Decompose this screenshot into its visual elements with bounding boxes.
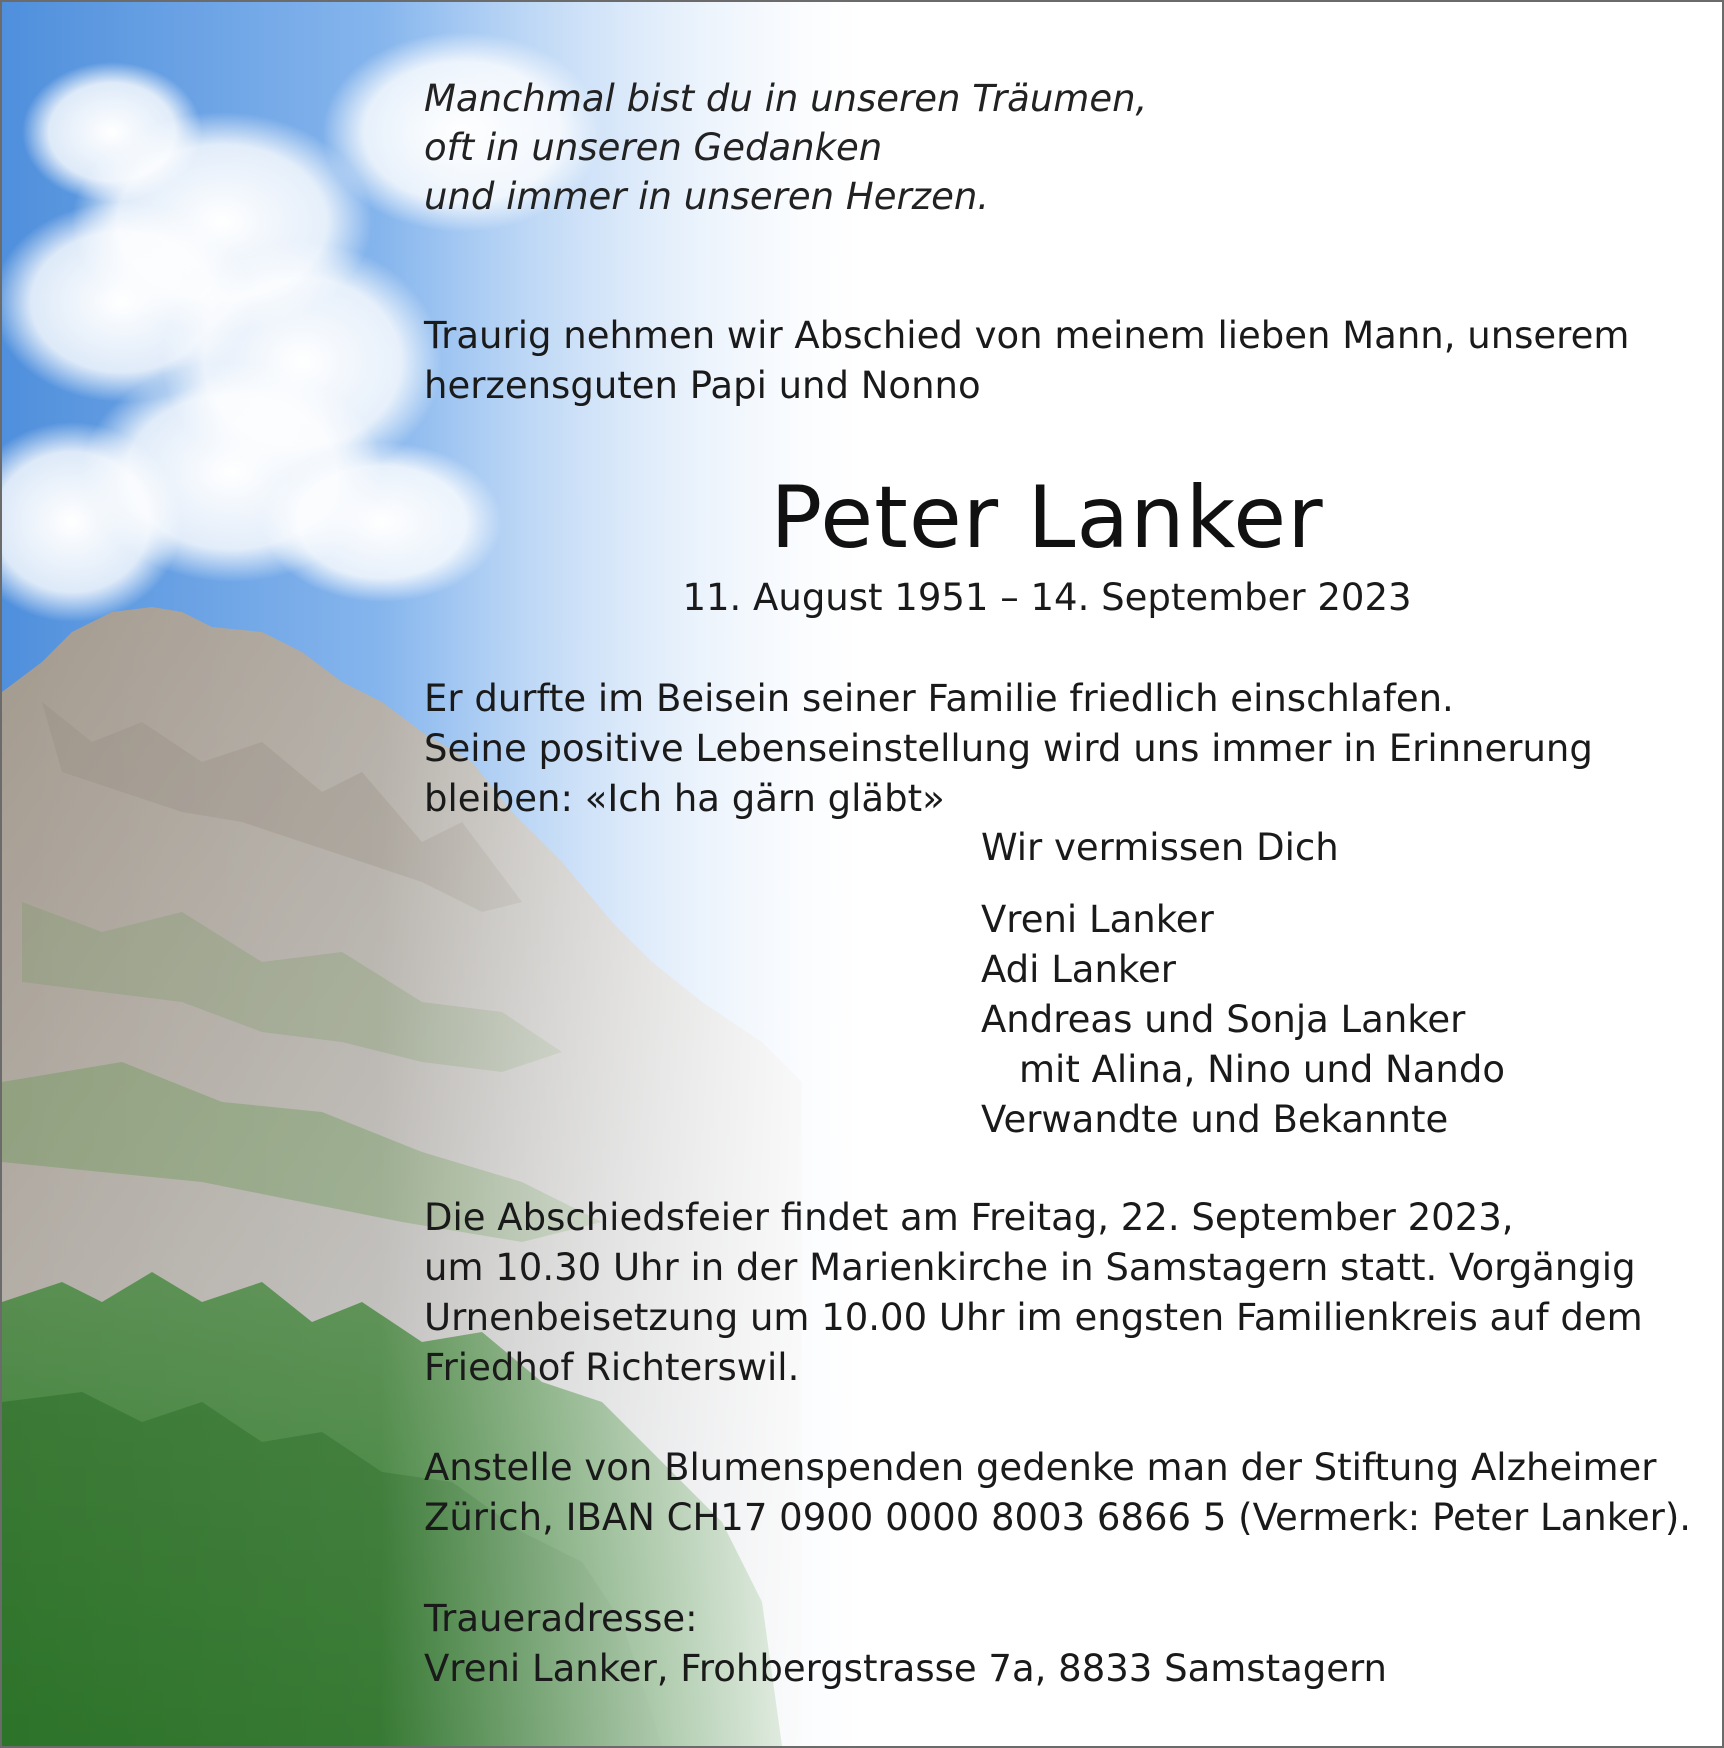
motto-line: Manchmal bist du in unseren Träumen,: [424, 77, 1148, 120]
message-text: [424, 674, 1593, 824]
donation-line: Anstelle von Blumenspenden gedenke man der Stiftung Alzheimer: [424, 1446, 1657, 1489]
donation-line: Zürich, IBAN CH17 0900 0000 8003 6866 5 (Vermerk: Peter Lanker).: [424, 1496, 1692, 1539]
intro-line: Traurig nehmen wir Abschied von meinem lieben Mann, unserem: [424, 314, 1630, 357]
closing-line: Wir vermissen Dich: [981, 826, 1339, 869]
motto-line: oft in unseren Gedanken: [424, 126, 883, 169]
donation-text: [424, 1443, 1691, 1543]
motto-line: und immer in unseren Herzen.: [424, 175, 990, 218]
mourner-name: Verwandte und Bekannte: [981, 1098, 1449, 1141]
mourning-address: [424, 1594, 1387, 1694]
deceased-name: Peter Lanker: [770, 468, 1324, 568]
mourner-name: mit Alina, Nino und Nando: [1019, 1048, 1505, 1091]
message-line: Seine positive Lebenseinstellung wird uns immer in Erinnerung: [424, 727, 1593, 770]
ceremony-line: Die Abschiedsfeier findet am Freitag, 22. September 2023,: [424, 1196, 1514, 1239]
message-line: Er durfte im Beisein seiner Familie friedlich einschlafen.: [424, 677, 1454, 720]
mourners-list: [981, 895, 1505, 1145]
ceremony-line: Friedhof Richterswil.: [424, 1346, 800, 1389]
ceremony-line: Urnenbeisetzung um 10.00 Uhr im engsten Familienkreis auf dem: [424, 1296, 1643, 1339]
life-dates: 11. August 1951 – 14. September 2023: [682, 576, 1412, 619]
message-line: bleiben: «Ich ha gärn gläbt»: [424, 777, 945, 820]
intro-text: [424, 311, 1629, 411]
mourner-name: Vreni Lanker: [981, 898, 1214, 941]
address-label: Traueradresse:: [424, 1597, 698, 1640]
address-value: Vreni Lanker, Frohbergstrasse 7a, 8833 Samstagern: [424, 1647, 1388, 1690]
ceremony-line: um 10.30 Uhr in der Marienkirche in Samstagern statt. Vorgängig: [424, 1246, 1636, 1289]
intro-line: herzensguten Papi und Nonno: [424, 364, 981, 407]
mourner-name: Adi Lanker: [981, 948, 1177, 991]
mourner-name: Andreas und Sonja Lanker: [981, 998, 1466, 1041]
motto: [424, 74, 1147, 221]
ceremony-text: [424, 1193, 1643, 1393]
